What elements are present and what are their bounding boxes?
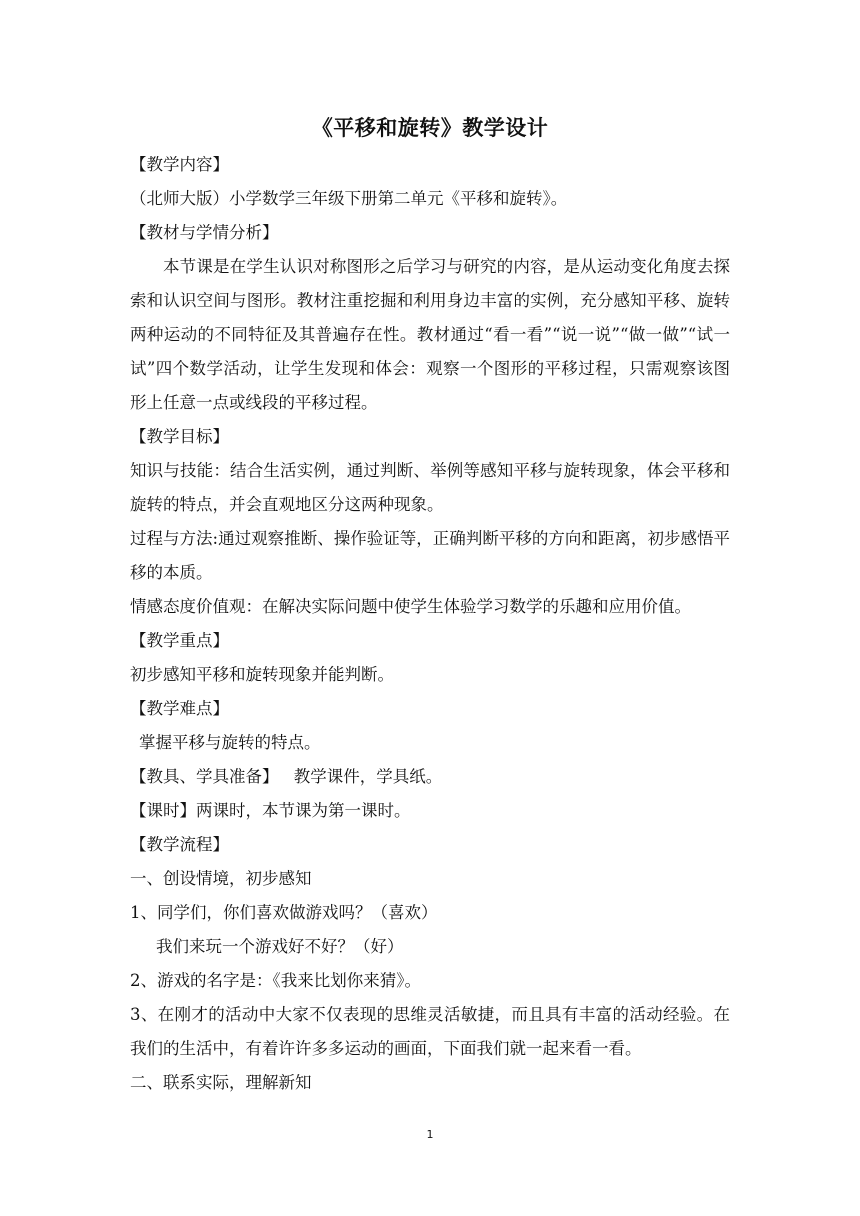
section-heading-class-hours: 【课时】 xyxy=(130,801,196,820)
section-heading-flow: 【教学流程】 xyxy=(130,835,229,854)
section-heading-teaching-content: 【教学内容】 xyxy=(130,155,229,174)
teaching-content-text: （北师大版）小学数学三年级下册第二单元《平移和旋转》。 xyxy=(130,189,568,208)
section-heading-key-points: 【教学重点】 xyxy=(130,631,229,650)
difficulties-text: 掌握平移与旋转的特点。 xyxy=(139,733,321,752)
goal-knowledge-skills: 知识与技能：结合生活实例，通过判断、举例等感知平移与旋转现象，体会平移和旋转的特点，并会直观地区分这两种现象。 xyxy=(130,461,730,514)
step-one-title: 一、创设情境，初步感知 xyxy=(130,869,312,888)
step-two-title: 二、联系实际，理解新知 xyxy=(130,1073,312,1092)
goal-emotion-values: 情感态度价值观：在解决实际问题中使学生体验学习数学的乐趣和应用价值。 xyxy=(130,597,691,616)
class-hours-line xyxy=(130,794,730,828)
key-points-text: 初步感知平移和旋转现象并能判断。 xyxy=(130,665,394,684)
tools-line xyxy=(130,760,730,794)
section-heading-goals: 【教学目标】 xyxy=(130,427,229,446)
step-one-item-2: 2、游戏的名字是：《我来比划你来猜》。 xyxy=(130,971,421,990)
page-number: 1 xyxy=(426,1128,434,1141)
section-heading-analysis: 【教材与学情分析】 xyxy=(130,223,279,242)
tools-text: 教学课件，学具纸。 xyxy=(293,767,443,786)
step-one-item-1: 1、同学们，你们喜欢做游戏吗？（喜欢） xyxy=(130,903,438,922)
analysis-paragraph: 本节课是在学生认识对称图形之后学习与研究的内容，是从运动变化角度去探索和认识空间与图形。教材注重挖掘和利用身边丰富的实例，充分感知平移、旋转两种运动的不同特征及其普遍存在性。教材通过“看一看”“说一说”“做一做”“试一试”四个数学活动，让学生发现和体会：观察一个图形的平移过程，只需观察该图形上任意一点或线段的平移过程。 xyxy=(130,257,730,412)
document-body xyxy=(130,148,730,1100)
class-hours-text: 两课时，本节课为第一课时。 xyxy=(196,801,411,820)
section-heading-tools: 【教具、学具准备】 xyxy=(130,767,279,786)
document-title: 《平移和旋转》教学设计 xyxy=(311,115,549,140)
step-one-item-1-sub: 我们来玩一个游戏好不好？（好） xyxy=(156,937,404,956)
section-heading-difficulties: 【教学难点】 xyxy=(130,699,229,718)
goal-process-methods: 过程与方法:通过观察推断、操作验证等，正确判断平移的方向和距离，初步感悟平移的本质。 xyxy=(130,529,730,582)
step-one-item-3: 3、在刚才的活动中大家不仅表现的思维灵活敏捷，而且具有丰富的活动经验。在我们的生活中，有着许许多多运动的画面，下面我们就一起来看一看。 xyxy=(130,1005,730,1058)
